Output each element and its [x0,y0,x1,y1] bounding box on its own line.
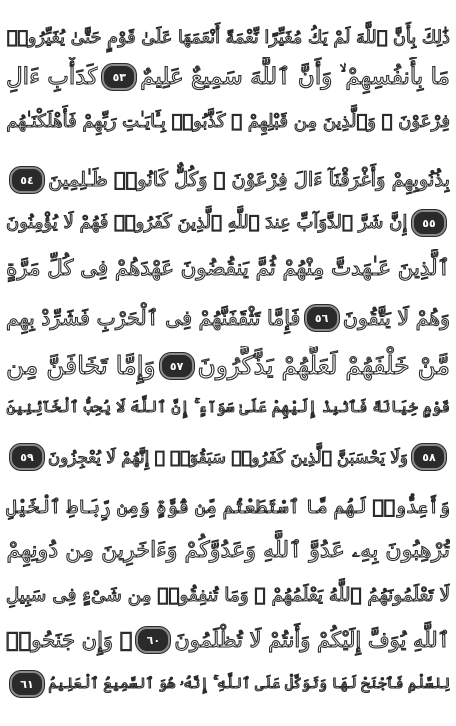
verse-text: مَا بِأَنفُسِهِمْ ۙ وَأَنَّ ٱللَّهَ سَمِيعٌ عَلِيمٌ [140,64,450,90]
verse-text: ۞ وَإِن جَنَحُوا۟ [6,627,133,652]
verse-line [6,346,450,386]
verse-text: ٱلَّذِينَ عَـٰهَدتَّ مِنْهُمْ ثُمَّ يَنقُضُونَ عَهْدَهُمْ فِى كُلِّ مَرَّةٍ [6,256,450,281]
verse-line [6,437,450,477]
verse-line [6,160,450,200]
verse-line [6,664,450,704]
verse-text: فِرْعَوْنَ ۙ وَٱلَّذِينَ مِن قَبْلِهِمْ ۚ كَذَّبُوا۟ بِـَٔايَـٰتِ رَبِّهِمْ فَأَهْلَكْنَـٰهُم [6,111,450,132]
verse-line [6,57,450,97]
verse-line [6,203,450,243]
ayah-number-marker: ٥٤ [10,167,44,193]
verse-line [6,576,450,616]
verse-text: ٱللَّهِ يُوَفَّ إِلَيْكُمْ وَأَنتُمْ لَا تُظْلَمُونَ [174,627,450,652]
verse-text: قَوْمٍ خِيَانَةً فَٱنۢبِذْ إِلَيْهِمْ عَلَىٰ سَوَآءٍ ۚ إِنَّ ٱللَّهَ لَا يُحِبُّ ٱلْخَآئِنِينَ [6,398,450,416]
ayah-number-marker: ٥٨ [412,444,446,470]
verse-text: كَدَأْبِ ءَالِ [6,64,99,90]
verse-text: وَهُمْ لَا يَتَّقُونَ [342,306,450,330]
verse-text: وَأَعِدُّوا۟ لَهُم مَّا ٱسْتَطَعْتُم مِّن قُوَّةٍ وَمِن رِّبَاطِ ٱلْخَيْلِ [6,497,450,518]
verse-line [6,298,450,338]
verse-line [6,249,450,289]
verse-line [6,620,450,660]
verse-text: وَإِمَّا تَخَافَنَّ مِن [6,351,156,380]
ayah-number-marker: ٥٣ [102,64,136,90]
verse-text: فَإِمَّا تَثْقَفَنَّهُمْ فِى ٱلْحَرْبِ فَشَرِّدْ بِهِم [6,306,301,330]
ayah-number-marker: ٥٧ [160,353,194,379]
verse-text: بِذُنُوبِهِمْ وَأَغْرَقْنَآ ءَالَ فِرْعَوْنَ ۚ وَكُلٌّ كَانُوا۟ ظَـٰلِمِينَ [48,168,450,191]
verse-text: لَا تَعْلَمُونَهُمُ ٱللَّهُ يَعْلَمُهُمْ ۚ وَمَا تُنفِقُوا۟ مِن شَىْءٍ فِى سَبِيلِ [6,585,450,606]
verse-line [6,488,450,528]
verse-text: إِنَّ شَرَّ ٱلدَّوَآبِّ عِندَ ٱللَّهِ ٱلَّذِينَ كَفَرُوا۟ فَهُمْ لَا يُؤْمِنُونَ [6,212,408,233]
ayah-number-marker: ٥٦ [305,305,339,331]
verse-text: وَلَا يَحْسَبَنَّ ٱلَّذِينَ كَفَرُوا۟ سَبَقُوٓا۟ ۚ إِنَّهُمْ لَا يُعْجِزُونَ [48,447,408,467]
ayah-number-marker: ٥٩ [10,444,44,470]
ayah-number-marker: ٥٥ [412,210,446,236]
verse-text: ذَٰلِكَ بِأَنَّ ٱللَّهَ لَمْ يَكُ مُغَيِّرًا نِّعْمَةً أَنْعَمَهَا عَلَىٰ قَوْمٍ حَتَّىٰ يُغَيِّرُوا۟ [6,28,450,48]
verse-text: تُرْهِبُونَ بِهِۦ عَدُوَّ ٱللَّهِ وَعَدُوَّكُمْ وَءَاخَرِينَ مِن دُونِهِمْ [6,537,450,563]
verse-line [6,102,450,142]
verse-line [6,530,450,570]
verse-line [6,387,450,427]
verse-text: لِلسَّلْمِ فَٱجْنَحْ لَهَا وَتَوَكَّلْ عَلَى ٱللَّهِ ۚ إِنَّهُۥ هُوَ ٱلسَّمِيعُ ٱلْعَلِيمُ [48,676,450,692]
verse-text: مَّنْ خَلْفَهُمْ لَعَلَّهُمْ يَذَّكَّرُونَ [197,351,450,380]
ayah-number-marker: ٦٠ [136,627,170,653]
ayah-number-marker: ٦١ [10,671,44,697]
verse-line [6,18,450,58]
